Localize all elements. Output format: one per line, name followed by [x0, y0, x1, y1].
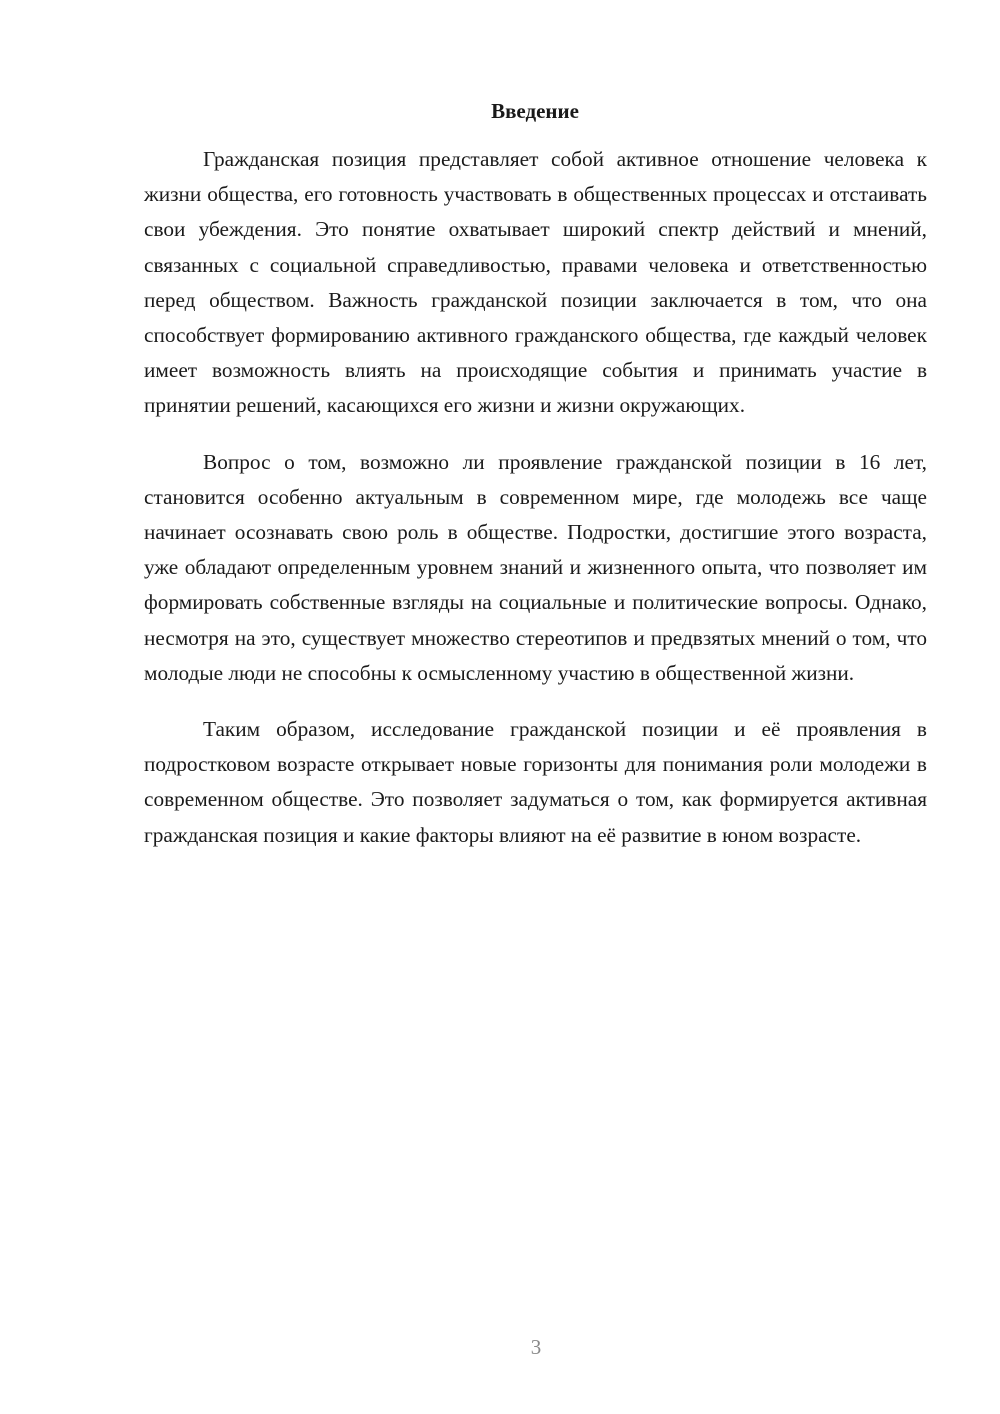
- section-heading: Введение: [491, 99, 579, 123]
- paragraph-2: Вопрос о том, возможно ли проявление гражданской позиции в 16 лет, становится особенно актуальным в современном мире, где молодежь все чаще начинает осознавать свою роль в обществе. Подростки, достигшие этого возраста, уже обладают определенным уровнем знаний и жизненного опыта, что позволяет им формировать собственные взгляды на социальные и политические вопросы. Однако, несмотря на это, существует множество стереотипов и предвзятых мнений о том, что молодые люди не способны к осмысленному участию в общественной жизни.: [144, 449, 927, 685]
- page-number: 3: [530, 1335, 542, 1359]
- body-text: [144, 142, 927, 874]
- paragraph-3: Таким образом, исследование гражданской позиции и её проявления в подростковом возрасте открывает новые горизонты для понимания роли молодежи в современном обществе. Это позволяет задуматься о том, как формируется активная гражданская позиция и какие факторы влияют на её развитие в юном возрасте.: [144, 717, 927, 847]
- paragraph-1: Гражданская позиция представляет собой активное отношение человека к жизни общества, его готовность участвовать в общественных процессах и отстаивать свои убеждения. Это понятие охватывает широкий спектр действий и мнений, связанных с социальной справедливостью, правами человека и ответственностью перед обществом. Важность гражданской позиции заключается в том, что она способствует формированию активного гражданского общества, где каждый человек имеет возможность влиять на происходящие события и принимать участие в принятии решений, касающихся его жизни и жизни окружающих.: [144, 147, 927, 418]
